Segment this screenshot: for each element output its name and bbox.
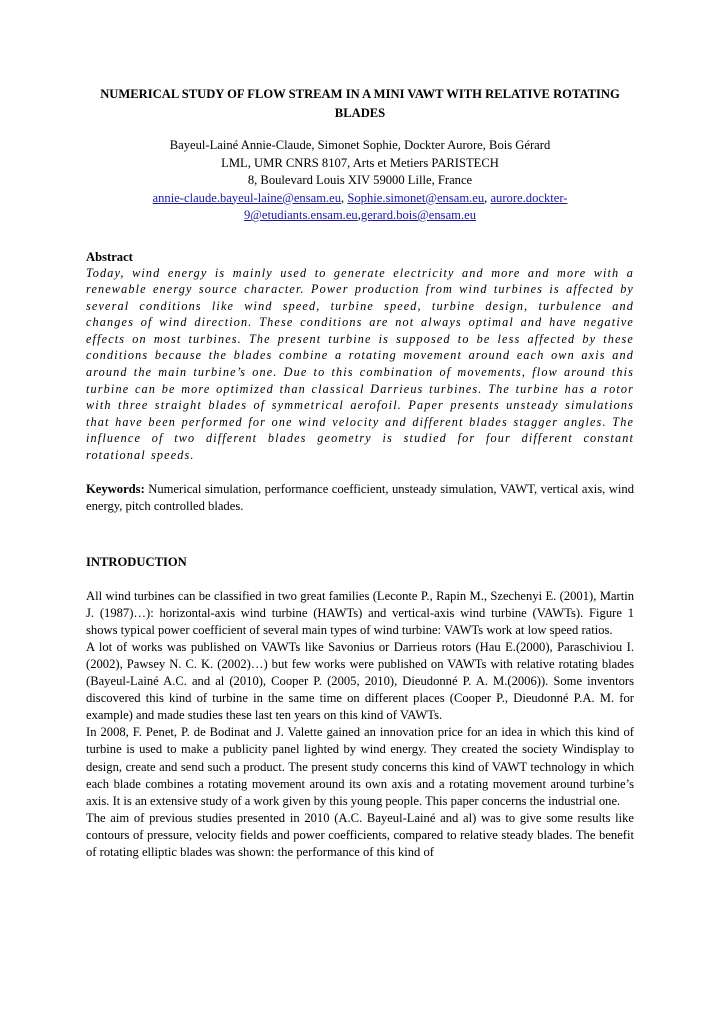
keywords-block bbox=[86, 481, 634, 516]
email-link-dockter-part2[interactable]: 9@etudiants.ensam.eu bbox=[244, 208, 358, 222]
author-block bbox=[86, 137, 634, 225]
introduction-paragraph: A lot of works was published on VAWTs like Savonius or Darrieus rotors (Hau E.(2000), Paraschiviou I. (2002), Pawsey N. C. K. (2002)…) but few works were published on VAWTs with relative rotating blades (Bayeul-Lainé A.C. and al (2010), Cooper P. (2005, 2010), Dieudonné P. A. M.(2006)). Some inventors discovered this kind of turbine in the same time on different places (Cooper P., Dieudonné P.A. M. for example) and made studies these last ten years on this kind of VAWTs. bbox=[86, 639, 634, 723]
abstract-heading: Abstract bbox=[86, 249, 133, 264]
email-separator: , bbox=[484, 190, 491, 205]
abstract-text: Today, wind energy is mainly used to generate electricity and more and more with a renewable energy source character. Power production from wind turbines is affected by several conditions like wind speed, turbine speed, turbine design, turbulence and changes of wind direction. These conditions are not always optimal and have negative effects on most turbines. The present turbine is supposed to be less affected by these conditions because the blades combine a rotating movement around each own axis and around the main turbine’s one. Due to this combination of movements, flow around this turbine can be more optimized than classical Darrieus turbines. The turbine has a rotor with three straight blades of symmetrical aerofoil. Paper presents unsteady simulations that have been performed for one wind velocity and different blades stagger angles. The influence of two different blades geometry is studied for four different constant rotational speeds. bbox=[86, 265, 634, 463]
introduction-heading: INTRODUCTION bbox=[86, 554, 187, 569]
author-names: Bayeul-Lainé Annie-Claude, Simonet Sophie, Dockter Aurore, Bois Gérard bbox=[169, 138, 551, 152]
email-link-bois[interactable]: gerard.bois@ensam.eu bbox=[360, 208, 476, 222]
introduction-paragraph: All wind turbines can be classified in two great families (Leconte P., Rapin M., Szechenyi E. (2001), Martin J. (1987)…): horizontal-axis wind turbine (HAWTs) and vertical-axis wind turbine (VAWTs). Figure 1 shows typical power coefficient of several main types of wind turbine: VAWTs work at low speed ratios. bbox=[86, 588, 634, 637]
keywords-label: Keywords: bbox=[86, 481, 145, 496]
email-link-bayeul-laine[interactable]: annie-claude.bayeul-laine@ensam.eu bbox=[152, 190, 342, 205]
keywords-text: Numerical simulation, performance coefficient, unsteady simulation, VAWT, vertical axis, wind energy, pitch controlled blades. bbox=[86, 481, 634, 514]
email-link-simonet[interactable]: Sophie.simonet@ensam.eu bbox=[347, 190, 485, 205]
address: 8, Boulevard Louis XIV 59000 Lille, France bbox=[247, 173, 473, 187]
email-separator: , bbox=[357, 208, 361, 222]
paper-page bbox=[86, 85, 634, 861]
email-link-dockter-part1[interactable]: aurore.dockter- bbox=[490, 190, 568, 205]
email-separator: , bbox=[341, 190, 348, 205]
introduction-paragraph: The aim of previous studies presented in 2010 (A.C. Bayeul-Lainé and al) was to give some results like contours of pressure, velocity fields and power coefficients, compared to relative steady blades. The benefit of rotating elliptic blades was shown: the performance of this kind of bbox=[86, 810, 634, 860]
introduction-body bbox=[86, 588, 634, 862]
paper-title: NUMERICAL STUDY OF FLOW STREAM IN A MINI VAWT WITH RELATIVE ROTATING BLADES bbox=[100, 87, 620, 120]
introduction-paragraph: In 2008, F. Penet, P. de Bodinat and J. Valette gained an innovation price for an idea in which this kind of turbine is used to make a publicity panel lighted by wind energy. They created the society Windisplay to design, create and send such a product. The present study concerns this kind of VAWT technology in which each blade combines a rotating movement around its own axis and a rotating movement around turbine’s axis. It is an extensive study of a work given by this young people. This paper concerns the industrial one. bbox=[86, 725, 634, 808]
affiliation: LML, UMR CNRS 8107, Arts et Metiers PARISTECH bbox=[221, 155, 499, 170]
email-list bbox=[86, 190, 634, 225]
